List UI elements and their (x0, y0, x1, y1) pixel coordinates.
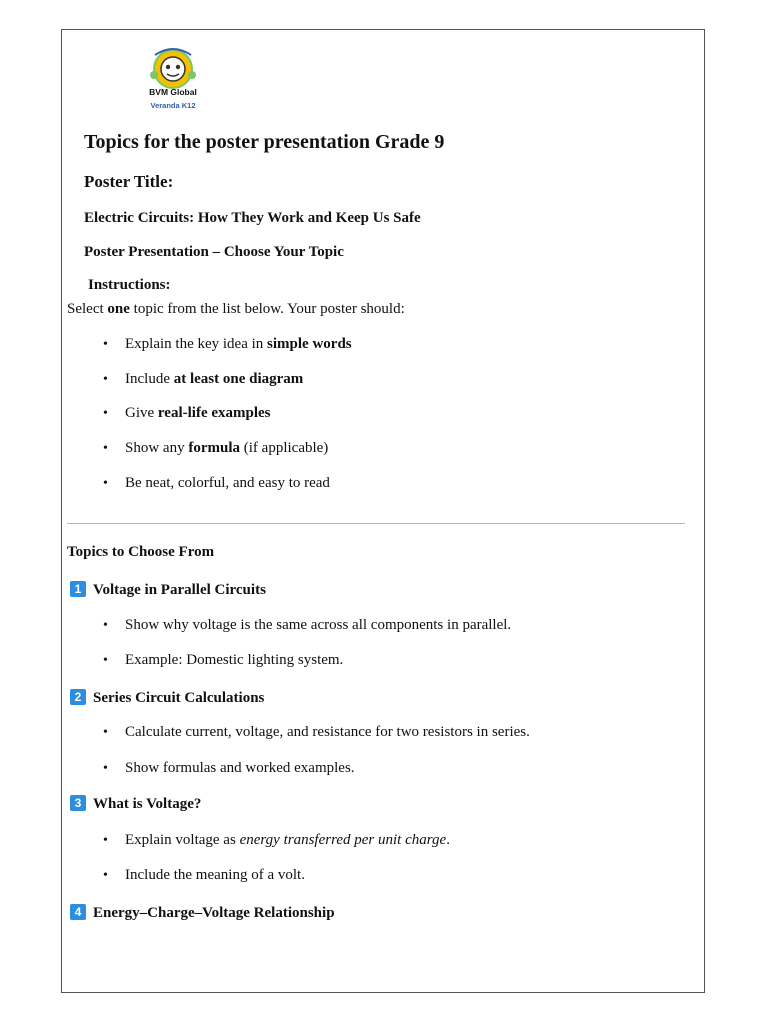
list-item: • Give real-life examples (103, 405, 271, 421)
bullet-icon: • (103, 653, 108, 668)
topic-heading (70, 795, 201, 813)
list-item: • Show why voltage is the same across all components in parallel. (103, 617, 512, 633)
topic-heading (70, 581, 266, 599)
list-item: • Show any formula (if applicable) (103, 440, 329, 456)
svg-text:Veranda K12: Veranda K12 (150, 101, 196, 110)
bullet-icon: • (103, 868, 108, 883)
bullet-icon: • (103, 337, 108, 352)
subtitle: Poster Presentation – Choose Your Topic (84, 244, 344, 260)
topic-heading (70, 689, 264, 707)
topic-title: Energy–Charge–Voltage Relationship (93, 905, 335, 921)
topic-title: Voltage in Parallel Circuits (93, 582, 266, 598)
topic-heading (70, 904, 335, 922)
list-item: • Include at least one diagram (103, 371, 304, 387)
topics-heading: Topics to Choose From (67, 544, 215, 560)
topic-title: What is Voltage? (93, 796, 202, 812)
list-item: • Be neat, colorful, and easy to read (103, 475, 330, 491)
list-item: • Calculate current, voltage, and resistance for two resistors in series. (103, 724, 530, 740)
poster-title: Electric Circuits: How They Work and Keep Us Safe (84, 210, 421, 226)
bullet-icon: • (103, 476, 108, 491)
bullet-icon: • (103, 441, 108, 456)
list-item: • Include the meaning of a volt. (103, 867, 305, 883)
intro-text: Select one topic from the list below. Your poster should: (67, 301, 405, 317)
bullet-icon: • (103, 372, 108, 387)
list-item: • Show formulas and worked examples. (103, 760, 355, 776)
instructions-label: Instructions: (88, 277, 171, 293)
bullet-icon: • (103, 725, 108, 740)
bvm-global-logo-icon (133, 47, 213, 113)
list-item: • Example: Domestic lighting system. (103, 652, 344, 668)
number-badge-icon: 4 (70, 904, 86, 920)
poster-title-label: Poster Title: (84, 172, 174, 191)
bullet-icon: • (103, 406, 108, 421)
page-title: Topics for the poster presentation Grade 9 (84, 131, 445, 153)
divider (67, 523, 685, 524)
bullet-icon: • (103, 833, 108, 848)
list-item: • Explain the key idea in simple words (103, 336, 352, 352)
number-badge-icon: 1 (70, 581, 86, 597)
number-badge-icon: 3 (70, 795, 86, 811)
topic-title: Series Circuit Calculations (93, 690, 265, 706)
bullet-icon: • (103, 761, 108, 776)
bullet-icon: • (103, 618, 108, 633)
number-badge-icon: 2 (70, 689, 86, 705)
list-item: • Explain voltage as energy transferred per unit charge. (103, 832, 450, 848)
svg-text:BVM Global: BVM Global (149, 87, 197, 97)
